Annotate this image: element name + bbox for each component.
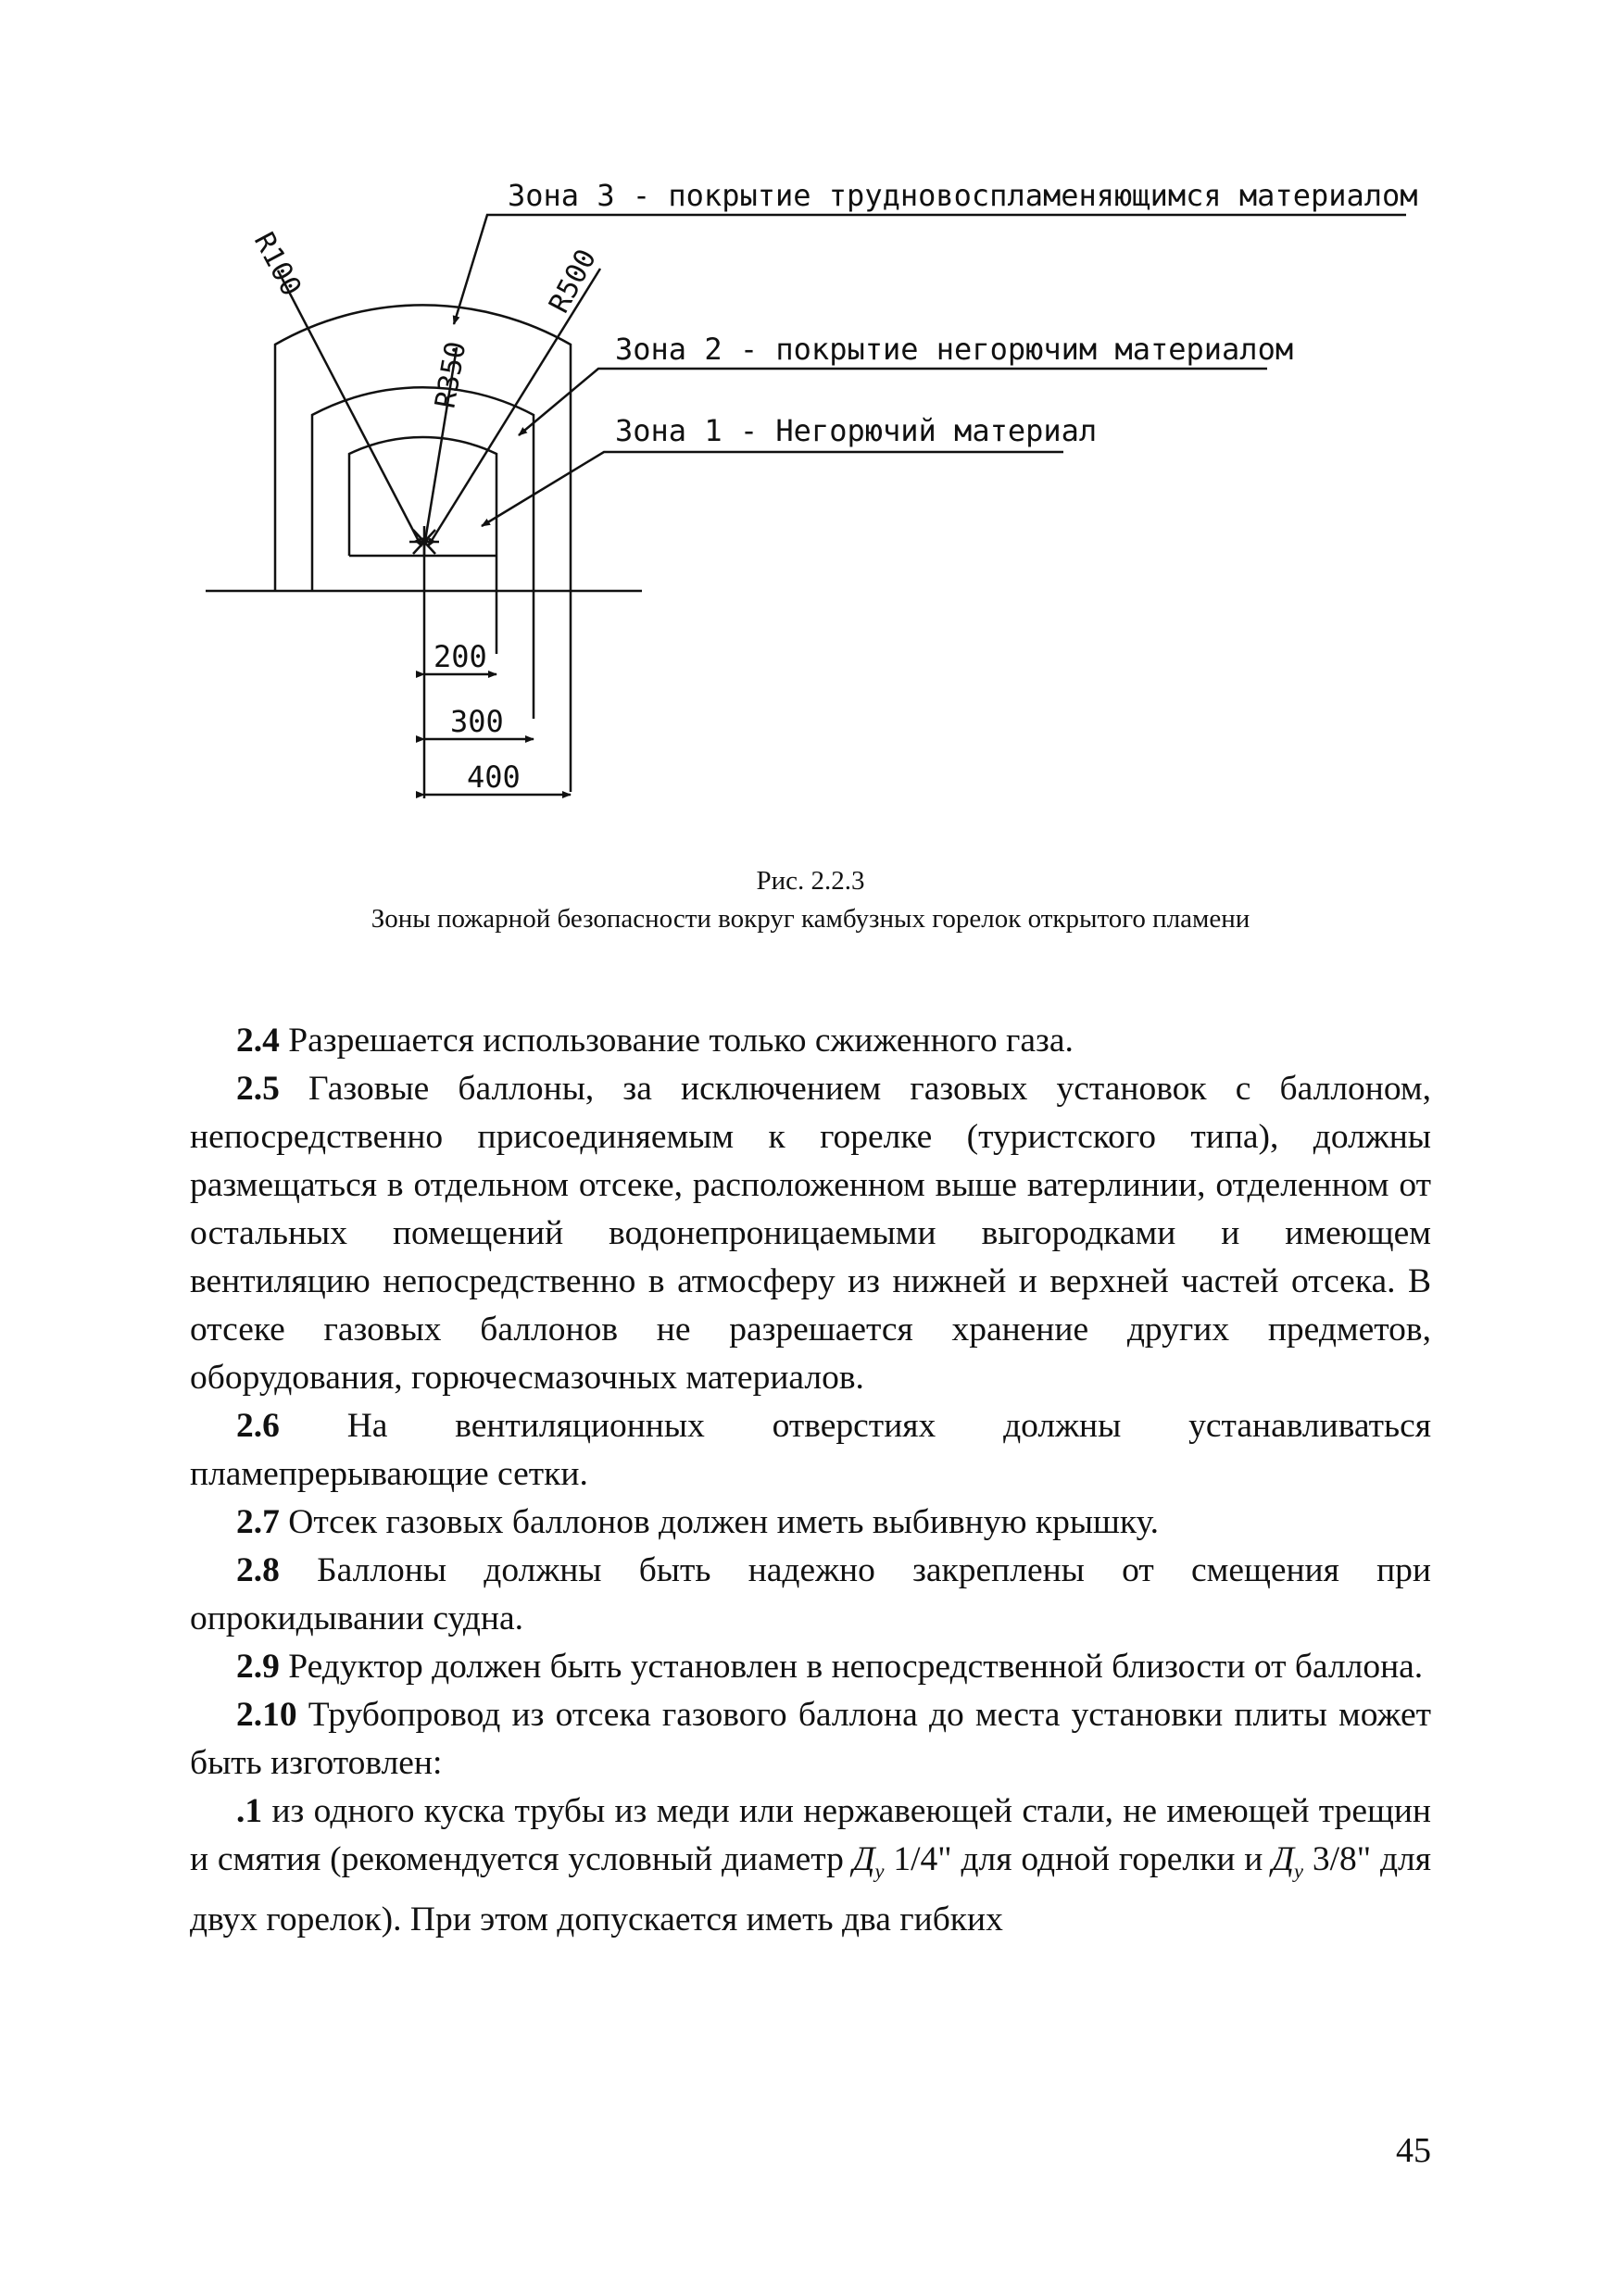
paragraph-2-4 [190, 1017, 1431, 1065]
item-text-a: из одного куска трубы из меди или нержавеющей стали, не имеющей трещин и смятия (рекомендуется условный диаметр [190, 1792, 1431, 1878]
zone3-label: Зона 3 - покрытие трудновоспламеняющимся материалом [508, 178, 1418, 213]
paragraph-text: Газовые баллоны, за исключением газовых установок с баллоном, непосредственно присоединяемым к горелке (туристского типа), должны размещаться в отдельном отсеке, расположенном выше ватерлинии, отделенном от остальных помещений водонепроницаемыми выгородками и имеющем вентиляцию непосредственно в атмосферу из нижней и верхней частей отсека. В отсеке газовых баллонов не разрешается хранение других предметов, оборудования, горючесмазочных материалов. [190, 1070, 1431, 1397]
zone-diagram [0, 0, 1621, 926]
burner-icon [409, 526, 439, 556]
paragraph-number: 2.7 [236, 1503, 280, 1541]
zone3-boundary [275, 305, 571, 792]
du-subscript: у [874, 1859, 885, 1883]
item-text-c: 3/8" для двух горелок). При этом допускается иметь два гибких [190, 1840, 1431, 1938]
paragraph-2-9 [190, 1643, 1431, 1691]
zone1-leader [482, 452, 1063, 526]
paragraph-number: 2.6 [236, 1407, 280, 1445]
paragraph-2-6 [190, 1402, 1431, 1499]
radius-r500-label: R500 [543, 244, 603, 319]
paragraph-number: 2.10 [236, 1696, 297, 1734]
du-subscript: у [1294, 1859, 1304, 1883]
paragraph-2-10 [190, 1691, 1431, 1788]
figure-caption-title: Зоны пожарной безопасности вокруг камбузных горелок открытого пламени [371, 904, 1250, 934]
item-number: .1 [236, 1792, 263, 1830]
paragraph-2-8 [190, 1547, 1431, 1643]
paragraph-number: 2.9 [236, 1648, 280, 1686]
paragraph-text: Трубопровод из отсека газового баллона до места установки плиты может быть изготовлен: [190, 1696, 1431, 1782]
zone2-label: Зона 2 - покрытие негорючим материалом [615, 332, 1294, 367]
paragraph-number: 2.5 [236, 1070, 280, 1108]
nominal-diameter-symbol-2 [1272, 1840, 1304, 1883]
page-number: 45 [1396, 2131, 1431, 2170]
figure-caption-number: Рис. 2.2.3 [756, 866, 865, 896]
radius-r350-label: R350 [429, 339, 473, 411]
du-letter: Д [1272, 1840, 1295, 1878]
du-letter: Д [852, 1840, 875, 1878]
nominal-diameter-symbol [852, 1840, 885, 1883]
body-text [190, 1017, 1431, 1944]
paragraph-number: 2.8 [236, 1551, 280, 1589]
dim-200-label: 200 [434, 639, 487, 674]
paragraph-2-5 [190, 1065, 1431, 1402]
paragraph-number: 2.4 [236, 1022, 280, 1060]
zone1-label: Зона 1 - Негорючий материал [615, 413, 1098, 448]
dim-400-label: 400 [467, 759, 521, 795]
list-item-1 [190, 1788, 1431, 1944]
paragraph-text: Редуктор должен быть установлен в непосредственной близости от баллона. [279, 1648, 1424, 1686]
paragraph-text: Отсек газовых баллонов должен иметь выбивную крышку. [279, 1503, 1159, 1541]
paragraph-text: На вентиляционных отверстиях должны устанавливаться пламепрерывающие сетки. [190, 1407, 1431, 1493]
paragraph-text: Разрешается использование только сжиженного газа. [279, 1022, 1074, 1060]
dim-300-label: 300 [450, 704, 504, 739]
item-text-b: 1/4" для одной горелки и [884, 1840, 1273, 1878]
paragraph-text: Баллоны должны быть надежно закреплены от смещения при опрокидывании судна. [190, 1551, 1431, 1637]
radius-r100-label: R100 [246, 227, 308, 302]
paragraph-2-7 [190, 1499, 1431, 1547]
